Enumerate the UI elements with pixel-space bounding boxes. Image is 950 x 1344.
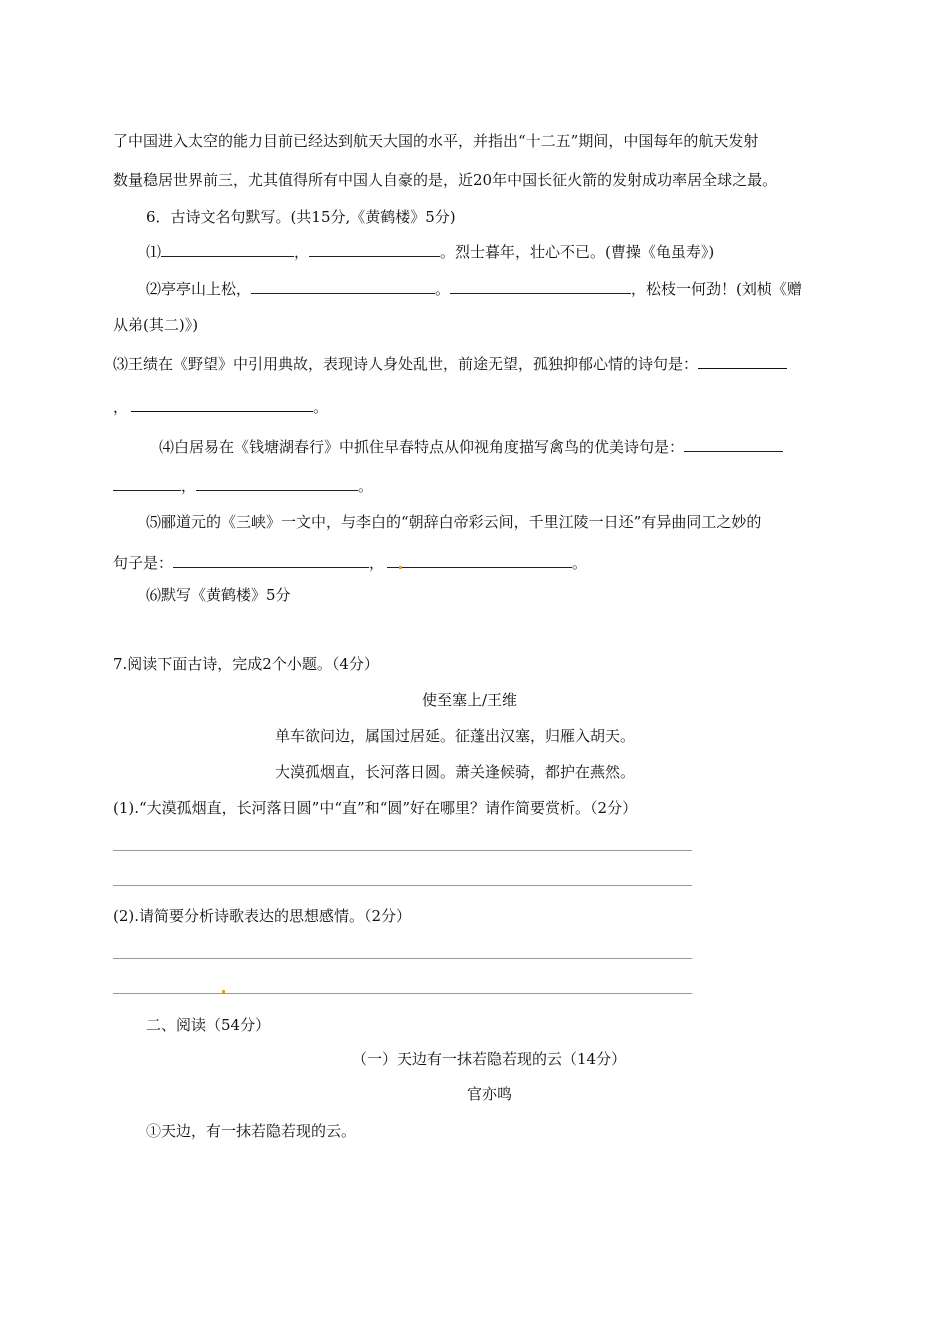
q6-item3-comma: ， [113, 398, 129, 416]
q6-item-3 [113, 353, 787, 374]
q6-item1-suffix: 。烈士暮年，壮心不已。(曹操《龟虽寿》) [440, 243, 715, 261]
q6-item5-cont [113, 552, 587, 573]
poem-title: 使至塞上/王维 [422, 691, 518, 709]
q6-item4-text: ⑷白居易在《钱塘湖春行》中抓住早春特点从仰视角度描写禽鸟的优美诗句是： [159, 438, 685, 456]
mark-dot [399, 566, 402, 569]
q6-item3-text: ⑶王绩在《野望》中引用典故，表现诗人身处乱世，前途无望，孤独抑郁心情的诗句是： [113, 355, 699, 373]
answer-blank[interactable] [387, 552, 572, 568]
answer-line[interactable] [113, 885, 692, 886]
answer-blank[interactable] [309, 241, 440, 257]
intro-line-2: 数量稳居世界前三，尤其值得所有中国人自豪的是，近20年中国长征火箭的发射成功率居全球之最。 [113, 171, 778, 189]
q6-item4-end: 。 [358, 477, 374, 495]
answer-line[interactable] [113, 850, 692, 851]
answer-blank[interactable] [450, 278, 631, 294]
q6-item2-prefix: ⑵亭亭山上松， [146, 280, 252, 298]
q6-item3-end: 。 [313, 398, 329, 416]
q6-item-4 [159, 436, 783, 457]
section-2-title: 二、阅读（54分） [146, 1016, 271, 1034]
answer-blank[interactable] [131, 396, 313, 412]
answer-blank[interactable] [113, 475, 181, 491]
q7-sub-2: (2).请简要分析诗歌表达的思想感情。（2分） [113, 907, 412, 925]
answer-blank[interactable] [684, 436, 783, 452]
q7-title: 7.阅读下面古诗，完成2个小题。（4分） [113, 655, 379, 673]
q6-item1-comma: ， [294, 243, 310, 261]
poem-line-1: 单车欲问边，属国过居延。征蓬出汉塞，归雁入胡天。 [275, 727, 636, 745]
q6-item3-cont [113, 396, 328, 417]
poem-line-2: 大漠孤烟直，长河落日圆。萧关逢候骑，都护在燕然。 [275, 763, 636, 781]
q6-item2-mid: 。 [435, 280, 451, 298]
answer-line[interactable] [113, 958, 692, 959]
q6-item1-prefix: ⑴ [146, 243, 162, 261]
answer-blank[interactable] [698, 353, 787, 369]
q6-item2-cont: 从弟(其二)》) [113, 316, 199, 334]
q6-item5-end: 。 [572, 554, 588, 572]
answer-line[interactable] [113, 993, 692, 994]
q6-item4-cont [113, 475, 373, 496]
q6-item2-suffix: ，松枝一何劲！(刘桢《赠 [631, 280, 802, 298]
article-title: （一）天边有一抹若隐若现的云（14分） [352, 1050, 627, 1068]
article-author: 官亦鸣 [467, 1085, 513, 1103]
q6-item5-comma: ， [369, 554, 385, 572]
q6-item-6: ⑹默写《黄鹤楼》5分 [146, 586, 291, 604]
q6-item-2 [146, 278, 802, 299]
article-para-1: ①天边，有一抹若隐若现的云。 [146, 1122, 357, 1140]
answer-blank[interactable] [161, 241, 294, 257]
answer-blank[interactable] [173, 552, 369, 568]
q7-sub-1: (1).“大漠孤烟直，长河落日圆”中“直”和“圆”好在哪里？请作简要赏析。（2分） [113, 799, 638, 817]
answer-blank[interactable] [251, 278, 435, 294]
q6-item5-cont-text: 句子是： [113, 554, 174, 572]
q6-item-5: ⑸郦道元的《三峡》一文中，与李白的“朝辞白帝彩云间，千里江陵一日还”有异曲同工之妙的 [146, 513, 762, 531]
answer-blank[interactable] [196, 475, 358, 491]
q6-item4-comma: ， [181, 477, 197, 495]
mark-dot [222, 990, 225, 993]
q6-item-1 [146, 241, 714, 262]
intro-line-1: 了中国进入太空的能力目前已经达到航天大国的水平，并指出“十二五”期间，中国每年的航天发射 [113, 132, 759, 150]
q6-title: 6．古诗文名句默写。(共15分,《黄鹤楼》5分) [146, 208, 456, 226]
